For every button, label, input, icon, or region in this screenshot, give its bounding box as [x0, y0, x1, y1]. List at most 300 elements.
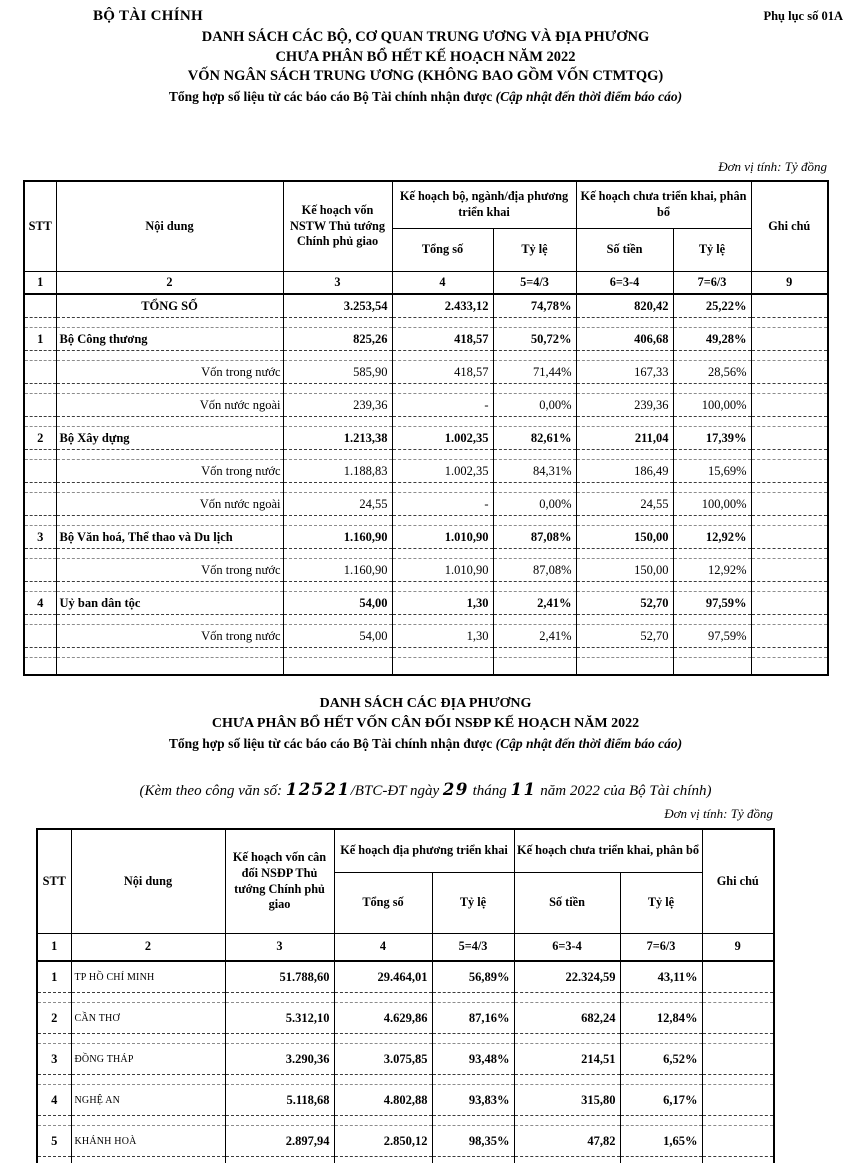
section1-subtitle-plain: Tổng hợp số liệu từ các báo cáo Bộ Tài chính nhận được — [168, 88, 496, 104]
separator-row — [24, 549, 828, 559]
cell-stt: 3 — [37, 1044, 71, 1075]
cell-label: Vốn trong nước — [56, 361, 283, 384]
separator-cell — [576, 549, 673, 559]
cell-note — [702, 1044, 774, 1075]
cell-deployed_total: 29.464,01 — [334, 961, 432, 993]
cell-deployed_pct: 74,78% — [493, 294, 576, 318]
cell-label: Vốn nước ngoài — [56, 493, 283, 516]
empty-cell — [24, 658, 56, 676]
section1-title-line2: CHƯA PHÂN BỔ HẾT KẾ HOẠCH NĂM 2022 — [275, 48, 576, 65]
unit-label-2: Đơn vị tính: Tỷ đồng — [664, 806, 773, 821]
cell-note — [702, 1126, 774, 1157]
table-row — [24, 394, 828, 417]
group-header-deployed: Kế hoạch bộ, ngành/địa phương triển khai — [392, 181, 576, 229]
separator-cell — [673, 483, 751, 493]
separator-cell — [334, 993, 432, 1003]
separator-cell — [576, 351, 673, 361]
cell-deployed_pct: 82,61% — [493, 427, 576, 450]
separator-cell — [751, 318, 828, 328]
table-row — [24, 526, 828, 549]
section1-title-line1: DANH SÁCH CÁC BỘ, CƠ QUAN TRUNG ƯƠNG VÀ ĐỊA PHƯƠNG — [201, 29, 650, 45]
cell-note — [751, 328, 828, 351]
separator-cell — [673, 384, 751, 394]
cell-remaining_amount: 52,70 — [576, 592, 673, 615]
empty-cell — [751, 658, 828, 676]
separator-cell — [751, 483, 828, 493]
cell-label: Bộ Văn hoá, Thể thao và Du lịch — [56, 526, 283, 549]
cell-label: Bộ Công thương — [56, 328, 283, 351]
empty-cell — [493, 658, 576, 676]
separator-row — [24, 417, 828, 427]
index-cell: 5=4/3 — [493, 272, 576, 295]
separator-cell — [751, 351, 828, 361]
separator-cell — [751, 582, 828, 592]
index-cell: 3 — [283, 272, 392, 295]
separator-cell — [576, 450, 673, 460]
index-cell: 9 — [751, 272, 828, 295]
cell-deployed_pct: 87,08% — [493, 559, 576, 582]
cell-note — [751, 294, 828, 318]
cell-stt — [24, 460, 56, 483]
separator-cell — [702, 1116, 774, 1126]
section2-subtitle-italic: (Cập nhật đến thời điểm báo cáo) — [495, 736, 683, 751]
cell-deployed_total: 1,30 — [392, 625, 493, 648]
index-cell: 2 — [71, 934, 225, 962]
cell-deployed_total: 1.010,90 — [392, 559, 493, 582]
separator-cell — [620, 1116, 702, 1126]
separator-cell — [56, 516, 283, 526]
separator-cell — [673, 450, 751, 460]
cell-deployed_total: 4.629,86 — [334, 1003, 432, 1034]
separator-cell — [24, 516, 56, 526]
separator-cell — [56, 351, 283, 361]
cell-remaining_amount: 239,36 — [576, 394, 673, 417]
cell-deployed_total: 418,57 — [392, 328, 493, 351]
cell-stt — [24, 625, 56, 648]
separator-row — [24, 450, 828, 460]
separator-cell — [702, 993, 774, 1003]
cell-stt — [24, 493, 56, 516]
separator-row — [37, 1157, 774, 1163]
cell-plan: 24,55 — [283, 493, 392, 516]
separator-cell — [37, 1157, 71, 1163]
empty-cell — [673, 658, 751, 676]
separator-cell — [702, 1034, 774, 1044]
table2-body — [37, 961, 774, 1163]
cell-plan: 1.213,38 — [283, 427, 392, 450]
separator-cell — [392, 483, 493, 493]
index-cell: 5=4/3 — [432, 934, 514, 962]
cell-remaining_pct: 100,00% — [673, 493, 751, 516]
separator-cell — [673, 318, 751, 328]
cell-stt: 4 — [37, 1085, 71, 1116]
cell-label: TP HỒ CHÍ MINH — [71, 961, 225, 993]
index-cell: 4 — [334, 934, 432, 962]
separator-row — [24, 648, 828, 658]
separator-row — [24, 615, 828, 625]
cell-note — [702, 961, 774, 993]
separator-cell — [56, 615, 283, 625]
cell-deployed_total: - — [392, 394, 493, 417]
cell-note — [751, 625, 828, 648]
cell-plan: 5.118,68 — [225, 1085, 334, 1116]
separator-cell — [751, 549, 828, 559]
cell-note — [702, 1085, 774, 1116]
separator-cell — [673, 615, 751, 625]
index-cell: 2 — [56, 272, 283, 295]
separator-cell — [392, 384, 493, 394]
col-header-ratio2: Tỷ lệ — [620, 873, 702, 934]
unit-label-1: Đơn vị tính: Tỷ đồng — [718, 159, 827, 174]
cell-deployed_pct: 2,41% — [493, 625, 576, 648]
index-cell: 6=3-4 — [576, 272, 673, 295]
cell-deployed_pct: 2,41% — [493, 592, 576, 615]
separator-cell — [514, 993, 620, 1003]
cell-deployed_pct: 93,83% — [432, 1085, 514, 1116]
cell-remaining_amount: 52,70 — [576, 625, 673, 648]
separator-cell — [493, 648, 576, 658]
separator-cell — [493, 549, 576, 559]
separator-cell — [283, 318, 392, 328]
cell-label: ĐỒNG THÁP — [71, 1044, 225, 1075]
section2-title-line1: DANH SÁCH CÁC ĐỊA PHƯƠNG — [319, 696, 532, 711]
group-header-remaining: Kế hoạch chưa triển khai, phân bổ — [576, 181, 751, 229]
separator-cell — [334, 1034, 432, 1044]
separator-cell — [432, 1034, 514, 1044]
cell-deployed_total: 418,57 — [392, 361, 493, 384]
separator-cell — [751, 648, 828, 658]
col-header-ratio: Tỷ lệ — [493, 229, 576, 272]
separator-cell — [56, 384, 283, 394]
cell-plan: 54,00 — [283, 592, 392, 615]
cell-remaining_amount: 150,00 — [576, 559, 673, 582]
separator-cell — [392, 417, 493, 427]
cell-remaining_pct: 28,56% — [673, 361, 751, 384]
cell-plan: 2.897,94 — [225, 1126, 334, 1157]
separator-cell — [702, 1157, 774, 1163]
separator-cell — [576, 516, 673, 526]
separator-cell — [576, 582, 673, 592]
separator-cell — [24, 648, 56, 658]
cell-note — [751, 460, 828, 483]
separator-cell — [576, 384, 673, 394]
attachment-suffix: năm 2022 của Bộ Tài chính) — [536, 783, 712, 799]
group-header-deployed: Kế hoạch địa phương triển khai — [334, 829, 514, 873]
cell-label: Bộ Xây dựng — [56, 427, 283, 450]
attachment-note — [0, 780, 851, 800]
cell-note — [751, 427, 828, 450]
separator-cell — [71, 1075, 225, 1085]
separator-row — [24, 483, 828, 493]
col-header-amount: Số tiền — [576, 229, 673, 272]
cell-remaining_pct: 43,11% — [620, 961, 702, 993]
index-cell: 4 — [392, 272, 493, 295]
separator-row — [24, 384, 828, 394]
empty-cell — [392, 658, 493, 676]
cell-deployed_total: 1,30 — [392, 592, 493, 615]
cell-deployed_total: - — [392, 493, 493, 516]
cell-remaining_pct: 15,69% — [673, 460, 751, 483]
cell-remaining_pct: 6,17% — [620, 1085, 702, 1116]
separator-cell — [392, 549, 493, 559]
section1-subtitle-italic: (Cập nhật đến thời điểm báo cáo) — [495, 88, 683, 104]
cell-note — [702, 1003, 774, 1034]
separator-cell — [392, 516, 493, 526]
separator-row — [37, 1075, 774, 1085]
col-header-plan: Kế hoạch vốn NSTW Thủ tướng Chính phủ giao — [283, 181, 392, 272]
cell-stt — [24, 394, 56, 417]
cell-plan: 1.160,90 — [283, 526, 392, 549]
index-cell: 3 — [225, 934, 334, 962]
separator-row — [24, 351, 828, 361]
cell-remaining_pct: 1,65% — [620, 1126, 702, 1157]
separator-cell — [432, 1075, 514, 1085]
separator-cell — [620, 993, 702, 1003]
col-header-total: Tổng số — [334, 873, 432, 934]
cell-remaining_amount: 406,68 — [576, 328, 673, 351]
separator-cell — [493, 615, 576, 625]
separator-cell — [283, 615, 392, 625]
cell-note — [751, 592, 828, 615]
separator-cell — [71, 1116, 225, 1126]
separator-cell — [225, 1075, 334, 1085]
cell-stt: 4 — [24, 592, 56, 615]
separator-cell — [24, 483, 56, 493]
cell-plan: 54,00 — [283, 625, 392, 648]
appendix-label: Phụ lục số 01A — [763, 9, 843, 23]
separator-cell — [514, 1075, 620, 1085]
separator-cell — [751, 615, 828, 625]
cell-deployed_total: 2.433,12 — [392, 294, 493, 318]
cell-remaining_amount: 820,42 — [576, 294, 673, 318]
separator-cell — [56, 582, 283, 592]
col-header-content: Nội dung — [71, 829, 225, 934]
cell-remaining_amount: 214,51 — [514, 1044, 620, 1075]
separator-cell — [24, 582, 56, 592]
attachment-month: 11 — [510, 780, 537, 799]
table1-header — [24, 181, 828, 294]
cell-deployed_pct: 84,31% — [493, 460, 576, 483]
separator-cell — [283, 549, 392, 559]
cell-deployed_pct: 87,08% — [493, 526, 576, 549]
cell-deployed_pct: 56,89% — [432, 961, 514, 993]
separator-cell — [392, 450, 493, 460]
attachment-doc-number: 12521 — [285, 780, 351, 799]
section1-title-line3: VỐN NGÂN SÁCH TRUNG ƯƠNG (KHÔNG BAO GỒM VỐN CTMTQG) — [187, 68, 664, 84]
separator-cell — [576, 648, 673, 658]
table-row — [24, 328, 828, 351]
cell-deployed_total: 1.010,90 — [392, 526, 493, 549]
separator-cell — [24, 450, 56, 460]
cell-plan: 51.788,60 — [225, 961, 334, 993]
cell-deployed_pct: 50,72% — [493, 328, 576, 351]
table-row — [24, 592, 828, 615]
cell-stt: 3 — [24, 526, 56, 549]
cell-plan: 5.312,10 — [225, 1003, 334, 1034]
cell-deployed_total: 4.802,88 — [334, 1085, 432, 1116]
separator-cell — [24, 615, 56, 625]
table-row — [24, 460, 828, 483]
cell-remaining_pct: 97,59% — [673, 625, 751, 648]
attachment-mid1: /BTC-ĐT ngày — [350, 783, 443, 799]
provinces-table — [36, 828, 775, 1163]
separator-cell — [392, 648, 493, 658]
separator-cell — [673, 516, 751, 526]
cell-remaining_pct: 12,84% — [620, 1003, 702, 1034]
cell-remaining_pct: 12,92% — [673, 526, 751, 549]
separator-cell — [514, 1116, 620, 1126]
cell-deployed_pct: 0,00% — [493, 493, 576, 516]
cell-deployed_pct: 93,48% — [432, 1044, 514, 1075]
separator-cell — [225, 993, 334, 1003]
cell-label: Uỷ ban dân tộc — [56, 592, 283, 615]
index-cell: 9 — [702, 934, 774, 962]
col-header-ratio: Tỷ lệ — [432, 873, 514, 934]
cell-remaining_amount: 150,00 — [576, 526, 673, 549]
table-row — [37, 1044, 774, 1075]
cell-note — [751, 394, 828, 417]
cell-label: TỔNG SỐ — [56, 294, 283, 318]
separator-cell — [702, 1075, 774, 1085]
cell-deployed_total: 2.850,12 — [334, 1126, 432, 1157]
separator-cell — [56, 417, 283, 427]
separator-cell — [71, 1034, 225, 1044]
separator-cell — [56, 450, 283, 460]
separator-cell — [283, 648, 392, 658]
cell-remaining_pct: 49,28% — [673, 328, 751, 351]
col-header-content: Nội dung — [56, 181, 283, 272]
cell-remaining_pct: 12,92% — [673, 559, 751, 582]
cell-label: Vốn trong nước — [56, 559, 283, 582]
cell-note — [751, 526, 828, 549]
cell-remaining_amount: 211,04 — [576, 427, 673, 450]
separator-cell — [392, 318, 493, 328]
attachment-mid2: tháng — [468, 783, 511, 799]
cell-remaining_amount: 47,82 — [514, 1126, 620, 1157]
cell-plan: 1.160,90 — [283, 559, 392, 582]
col-header-note: Ghi chú — [702, 829, 774, 934]
cell-plan: 3.290,36 — [225, 1044, 334, 1075]
separator-cell — [493, 384, 576, 394]
empty-row — [24, 658, 828, 676]
cell-remaining_pct: 17,39% — [673, 427, 751, 450]
separator-cell — [283, 483, 392, 493]
attachment-day: 29 — [442, 780, 469, 799]
separator-cell — [751, 384, 828, 394]
col-header-total: Tổng số — [392, 229, 493, 272]
group-header-remaining: Kế hoạch chưa triển khai, phân bổ — [514, 829, 702, 873]
separator-cell — [432, 1116, 514, 1126]
separator-cell — [283, 351, 392, 361]
separator-cell — [514, 1034, 620, 1044]
cell-deployed_total: 3.075,85 — [334, 1044, 432, 1075]
separator-cell — [493, 516, 576, 526]
cell-note — [751, 361, 828, 384]
cell-stt — [24, 559, 56, 582]
cell-label: CẦN THƠ — [71, 1003, 225, 1034]
separator-cell — [392, 582, 493, 592]
cell-label: NGHỆ AN — [71, 1085, 225, 1116]
separator-cell — [225, 1034, 334, 1044]
section2-subtitle — [0, 734, 851, 754]
separator-cell — [56, 318, 283, 328]
cell-stt: 2 — [24, 427, 56, 450]
section2-title-block — [0, 694, 851, 754]
cell-deployed_pct: 98,35% — [432, 1126, 514, 1157]
separator-cell — [493, 318, 576, 328]
table-row — [24, 361, 828, 384]
separator-cell — [283, 417, 392, 427]
separator-cell — [432, 993, 514, 1003]
separator-row — [37, 993, 774, 1003]
cell-remaining_pct: 97,59% — [673, 592, 751, 615]
cell-stt: 1 — [37, 961, 71, 993]
separator-cell — [493, 582, 576, 592]
separator-row — [37, 1034, 774, 1044]
empty-cell — [283, 658, 392, 676]
separator-cell — [225, 1157, 334, 1163]
separator-cell — [493, 351, 576, 361]
separator-cell — [576, 615, 673, 625]
table-row — [24, 493, 828, 516]
cell-plan: 585,90 — [283, 361, 392, 384]
separator-cell — [24, 351, 56, 361]
separator-cell — [576, 318, 673, 328]
separator-row — [24, 318, 828, 328]
cell-deployed_pct: 87,16% — [432, 1003, 514, 1034]
separator-cell — [514, 1157, 620, 1163]
index-cell: 1 — [24, 272, 56, 295]
cell-note — [751, 559, 828, 582]
separator-cell — [225, 1116, 334, 1126]
table-row — [24, 559, 828, 582]
cell-plan: 1.188,83 — [283, 460, 392, 483]
section1-subtitle — [0, 87, 851, 107]
section1-title-block — [0, 28, 851, 106]
separator-cell — [24, 417, 56, 427]
cell-plan: 239,36 — [283, 394, 392, 417]
cell-stt — [24, 361, 56, 384]
cell-remaining_pct: 25,22% — [673, 294, 751, 318]
cell-deployed_pct: 0,00% — [493, 394, 576, 417]
separator-cell — [392, 351, 493, 361]
cell-remaining_amount: 186,49 — [576, 460, 673, 483]
separator-cell — [673, 582, 751, 592]
table-row — [24, 427, 828, 450]
separator-cell — [283, 450, 392, 460]
separator-cell — [334, 1157, 432, 1163]
cell-label: Vốn trong nước — [56, 625, 283, 648]
separator-cell — [56, 483, 283, 493]
cell-remaining_amount: 167,33 — [576, 361, 673, 384]
cell-stt: 2 — [37, 1003, 71, 1034]
cell-label: Vốn trong nước — [56, 460, 283, 483]
separator-cell — [334, 1075, 432, 1085]
cell-remaining_pct: 6,52% — [620, 1044, 702, 1075]
separator-cell — [493, 450, 576, 460]
cell-remaining_amount: 682,24 — [514, 1003, 620, 1034]
attachment-prefix: (Kèm theo công văn số: — [139, 783, 286, 799]
separator-cell — [392, 615, 493, 625]
separator-cell — [751, 450, 828, 460]
cell-remaining_pct: 100,00% — [673, 394, 751, 417]
col-header-note: Ghi chú — [751, 181, 828, 272]
separator-cell — [751, 417, 828, 427]
table1-body — [24, 294, 828, 675]
separator-cell — [576, 417, 673, 427]
separator-cell — [493, 417, 576, 427]
agency-name: BỘ TÀI CHÍNH — [93, 8, 204, 24]
